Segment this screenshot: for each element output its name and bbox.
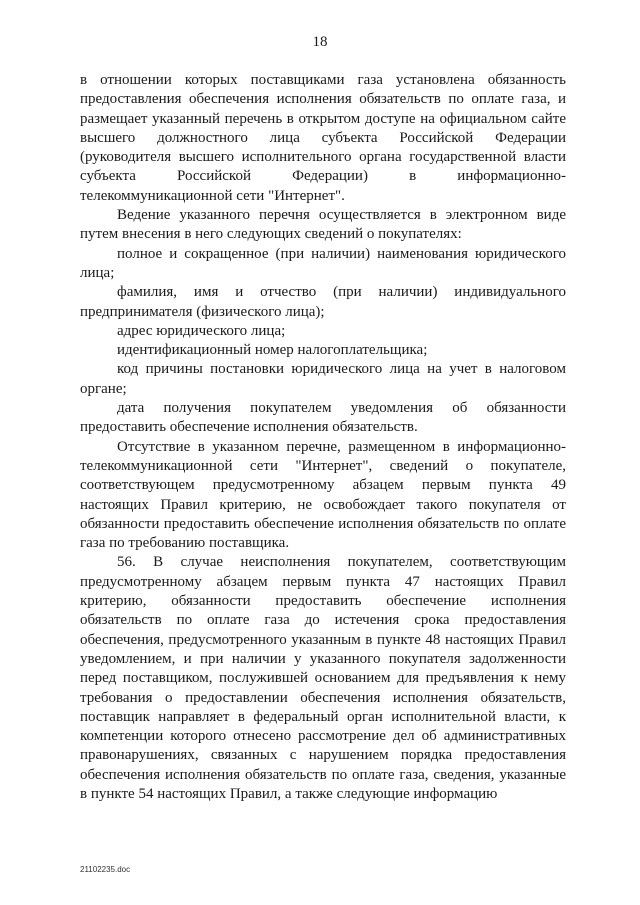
document-body bbox=[80, 71, 566, 804]
list-item: фамилия, имя и отчество (при наличии) индивидуального предпринимателя (физического лица); bbox=[80, 284, 566, 320]
list-item: дата получения покупателем уведомления об обязанности предоставить обеспечение исполнения обязательств. bbox=[80, 400, 566, 436]
paragraph: Ведение указанного перечня осуществляется в электронном виде путем внесения в него следующих сведений о покупателях: bbox=[80, 207, 566, 243]
list-item: код причины постановки юридического лица на учет в налоговом органе; bbox=[80, 361, 566, 397]
list-item: идентификационный номер налогоплательщика; bbox=[117, 342, 428, 359]
document-file-code: 21102235.doc bbox=[80, 865, 131, 874]
paragraph: в отношении которых поставщиками газа установлена обязанность предоставления обеспечения исполнения обязательств по оплате газа, и размещает указанный перечень в открытом доступе на официальном сайте высшего должностного лица субъекта Российской Федерации (руководителя высшего исполнительного органа государственной власти субъекта Российской Федерации) в информационно-телекоммуникационной сети "Интернет". bbox=[80, 72, 566, 204]
section-paragraph: 56. В случае неисполнения покупателем, соответствующим предусмотренному абзацем первым пункта 47 настоящих Правил критерию, обязанности предоставить обеспечение исполнения обязательств по оплате газа до истечения срока предоставления обеспечения, предусмотренного указанным в пункте 48 настоящих Правил уведомлением, и при наличии у указанного покупателя задолженности перед поставщиком, послужившей основанием для предъявления к нему требования о предоставлении обеспечения исполнения обязательств, поставщик направляет в федеральный орган исполнительной власти, к компетенции которого отнесено рассмотрение дел об административных правонарушениях, связанных с нарушением порядка предоставления обеспечения исполнения обязательств по оплате газа, сведения, указанные в пункте 54 настоящих Правил, а также следующие информацию bbox=[80, 554, 566, 802]
page-number: 18 bbox=[312, 34, 328, 50]
list-item: полное и сокращенное (при наличии) наименования юридического лица; bbox=[80, 245, 566, 281]
paragraph: Отсутствие в указанном перечне, размещенном в информационно-телекоммуникационной сети "Интернет", сведений о покупателе, соответствующем предусмотренному абзацем первым пункта 49 настоящих Правил критерию, не освобождает такого покупателя от обязанности предоставить обеспечение исполнения обязательств по оплате газа по требованию поставщика. bbox=[80, 438, 566, 552]
list-item: адрес юридического лица; bbox=[117, 322, 286, 339]
